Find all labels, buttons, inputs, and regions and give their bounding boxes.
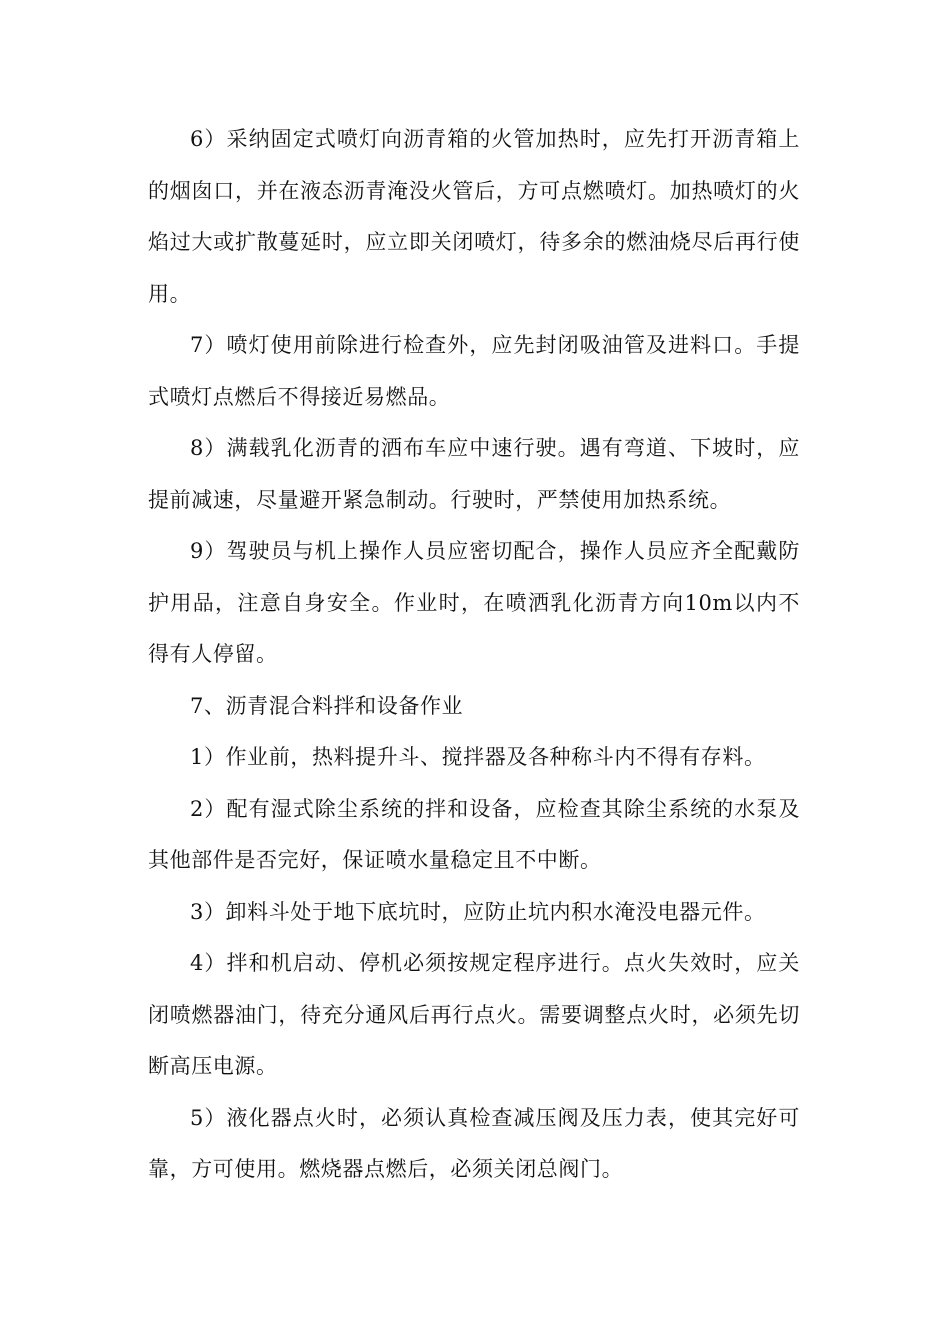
section-heading-mixing-equipment: 7、沥青混合料拌和设备作业 [190,693,464,718]
paragraph-7-spray-lamp-inspection: 7）喷灯使用前除进行检查外，应先封闭吸油管及进料口。手提式喷灯点燃后不得接近易燃品。 [148,333,800,409]
paragraph-4-start-stop: 4）拌和机启动、停机必须按规定程序进行。点火失效时，应关闭喷燃器油门，待充分通风后再行点火。需要调整点火时，必须先切断高压电源。 [148,951,800,1078]
paragraph-1-pre-operation: 1）作业前，热料提升斗、搅拌器及各种称斗内不得有存料。 [190,745,766,769]
paragraph-6-spray-lamp-heating: 6）采纳固定式喷灯向沥青箱的火管加热时，应先打开沥青箱上的烟囱口，并在液态沥青淹没火管后，方可点燃喷灯。加热喷灯的火焰过大或扩散蔓延时，应立即关闭喷灯，待多余的燃油烧尽后再行使用。 [148,127,800,306]
document-body [148,114,800,1196]
paragraph-3-discharge-hopper: 3）卸料斗处于地下底坑时，应防止坑内积水淹没电器元件。 [190,899,766,924]
paragraph-5-ignition: 5）液化器点火时，必须认真检查减压阀及压力表，使其完好可靠，方可使用。燃烧器点燃后，必须关闭总阀门。 [148,1105,800,1181]
paragraph-8-spreader-driving: 8）满载乳化沥青的洒布车应中速行驶。遇有弯道、下坡时，应提前减速，尽量避开紧急制动。行驶时，严禁使用加热系统。 [148,436,800,512]
paragraph-9-operator-coordination: 9）驾驶员与机上操作人员应密切配合，操作人员应齐全配戴防护用品，注意自身安全。作业时，在喷洒乳化沥青方向10m以内不得有人停留。 [148,539,800,666]
paragraph-2-dust-removal: 2）配有湿式除尘系统的拌和设备，应检查其除尘系统的水泵及其他部件是否完好，保证喷水量稳定且不中断。 [148,796,800,872]
